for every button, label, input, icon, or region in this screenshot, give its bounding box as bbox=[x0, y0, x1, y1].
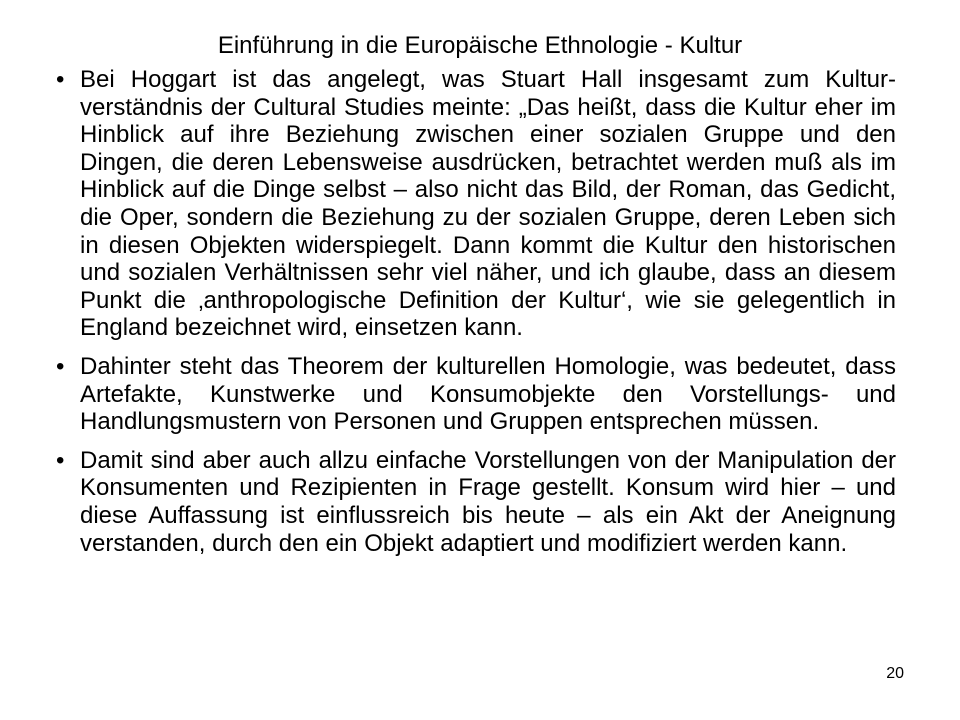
bullet-item bbox=[56, 353, 896, 436]
bullet-icon: • bbox=[56, 352, 65, 380]
page-number: 20 bbox=[886, 665, 904, 682]
bullet-text: Dahinter steht das Theorem der kulturellen Homologie, was bedeutet, dass Artefakte, Kunstwerke und Konsumobjekte den Vorstellungs- und Handlungsmustern von Personen und Gruppen entsprechen müssen. bbox=[80, 352, 896, 436]
bullet-text: Bei Hoggart ist das angelegt, was Stuart Hall insgesamt zum Kulturverständnis der Cultural Studies meinte: „Das heißt, dass die Kultur eher im Hinblick auf ihre Beziehung zwischen einer sozialen Gruppe und den Dingen, die deren Lebensweise ausdrücken, betrachtet werden muß als im Hinblick auf die Dinge selbst – also nicht das Bild, der Roman, das Gedicht, die Oper, sondern die Beziehung zu der sozialen Gruppe, deren Leben sich in diesen Objekten widerspiegelt. Dann kommt die Kultur den historischen und sozialen Verhältnissen sehr viel näher, und ich glaube, dass an diesem Punkt die ‚anthropologische Definition der Kultur‘, wie sie gelegentlich in England bezeichnet wird, einsetzen kann. bbox=[80, 66, 896, 342]
bullet-item bbox=[56, 66, 896, 342]
slide-title: Einführung in die Europäische Ethnologie - Kultur bbox=[217, 32, 743, 59]
bullet-item bbox=[56, 447, 896, 557]
bullet-icon: • bbox=[56, 446, 65, 474]
bullet-list bbox=[56, 66, 896, 557]
bullet-text: Damit sind aber auch allzu einfache Vorstellungen von der Manipulation der Konsumenten und Rezipienten in Frage gestellt. Konsum wird hier – und diese Auffassung ist einflussreich bis heute – als ein Akt der Aneignung verstanden, durch den ein Objekt adaptiert und modifiziert werden kann. bbox=[80, 446, 896, 557]
bullet-icon: • bbox=[56, 66, 65, 93]
